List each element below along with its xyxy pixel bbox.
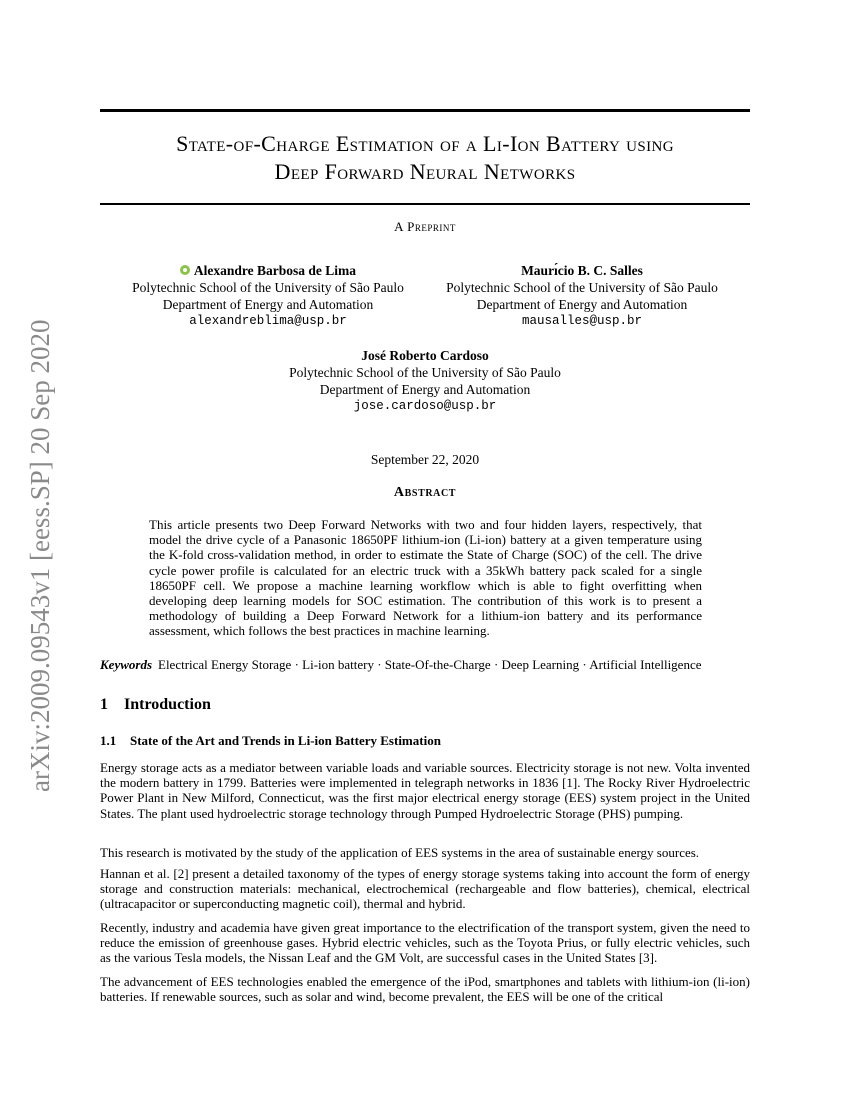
abstract-body: This article presents two Deep Forward Networks with two and four hidden layers, respectively, that model the drive cycle of a Panasonic 18650PF lithium-ion (Li-ion) battery at a given temperature using the K-fold cross-validation method, in order to estimate the State of Charge (SOC) of the cell. The drive cycle power profile is calculated for an electric truck with a 35kWh battery pack scaled for a single 18650PF cell. We propose a machine learning workflow which is able to fight overfitting when developing deep learning models for SOC estimation. The contribution of this work is to present a methodology of building a Deep Forward Network for a lithium-ion battery and its performance assessment, which follows the best practices in machine learning. [149, 517, 702, 639]
author-name: José Roberto Cardoso [361, 348, 489, 363]
body-paragraph: This research is motivated by the study of the application of EES systems in the area of sustainable energy sources. [100, 845, 700, 860]
abstract-heading: Abstract [393, 485, 457, 500]
author-affiliation: Polytechnic School of the University of São Paulo [132, 280, 404, 295]
keywords [100, 657, 750, 673]
preprint-label: A Preprint [394, 219, 456, 234]
title-line-2: Deep Forward Neural Networks [274, 159, 576, 184]
body-paragraph: Recently, industry and academia have given great importance to the electrification of the transport system, given the need to reduce the emission of greenhouse gases. Hybrid electric vehicles, such as the Toyota Prius, or fully electric vehicles, such as the various Tesla models, the Nissan Leaf and the GM Volt, are successful cases in the United States [3]. [100, 920, 750, 966]
author-block-3 [275, 347, 575, 415]
author-name: Alexandre Barbosa de Lima [193, 263, 357, 278]
keywords-text: Electrical Energy Storage · Li-ion battery · State-Of-the-Charge · Deep Learning · Artificial Intelligence [158, 657, 702, 672]
orcid-icon[interactable] [180, 265, 190, 275]
author-department: Department of Energy and Automation [476, 297, 688, 312]
author-block-1 [118, 262, 418, 330]
author-email[interactable]: mausalles@usp.br [521, 314, 643, 328]
section-heading [100, 696, 750, 714]
author-department: Department of Energy and Automation [319, 382, 531, 397]
author-email[interactable]: alexandreblima@usp.br [189, 314, 347, 328]
subsection-title: State of the Art and Trends in Li-ion Battery Estimation [130, 733, 441, 748]
subsection-number: 1.1 [100, 733, 117, 748]
section-number: 1 [100, 696, 108, 713]
title-rule-top [100, 109, 750, 112]
arxiv-stamp: arXiv:2009.09543v1 [eess.SP] 20 Sep 2020 [25, 319, 55, 792]
author-department: Department of Energy and Automation [162, 297, 374, 312]
keywords-label: Keywords [100, 657, 152, 672]
section-title: Introduction [124, 696, 211, 713]
paper-date: September 22, 2020 [370, 452, 480, 467]
body-paragraph: Energy storage acts as a mediator between variable loads and variable sources. Electricity storage is not new. Volta invented the modern battery in 1799. Batteries were implemented in telegraph networks in 1836 [1]. The Rocky River Hydroelectric Power Plant in New Milford, Connecticut, was the first major electrical energy storage (EES) system project in the United States. The plant used hydroelectric storage technology through Pumped Hydroelectric Storage (PHS) pumping. [100, 760, 750, 821]
author-affiliation: Polytechnic School of the University of São Paulo [289, 365, 561, 380]
author-affiliation: Polytechnic School of the University of São Paulo [446, 280, 718, 295]
body-paragraph: The advancement of EES technologies enabled the emergence of the iPod, smartphones and tablets with lithium-ion (li-ion) batteries. If renewable sources, such as solar and wind, become prevalent, the EES will be one of the critical [100, 974, 750, 1005]
author-email[interactable]: jose.cardoso@usp.br [353, 399, 497, 413]
author-block-2 [432, 262, 732, 330]
body-paragraph: Hannan et al. [2] present a detailed taxonomy of the types of energy storage systems taking into account the form of energy storage and construction materials: mechanical, electrochemical (rechargeable and flow batteries), chemical, electrical (ultracapacitor or superconducting magnetic coil), thermal and hybrid. [100, 866, 750, 912]
paper-title [100, 130, 750, 186]
title-rule-bottom [100, 203, 750, 205]
subsection-heading [100, 733, 750, 749]
author-name: Maurı́cio B. C. Salles [521, 263, 643, 278]
title-line-1: State-of-Charge Estimation of a Li-Ion Battery using [176, 131, 674, 156]
